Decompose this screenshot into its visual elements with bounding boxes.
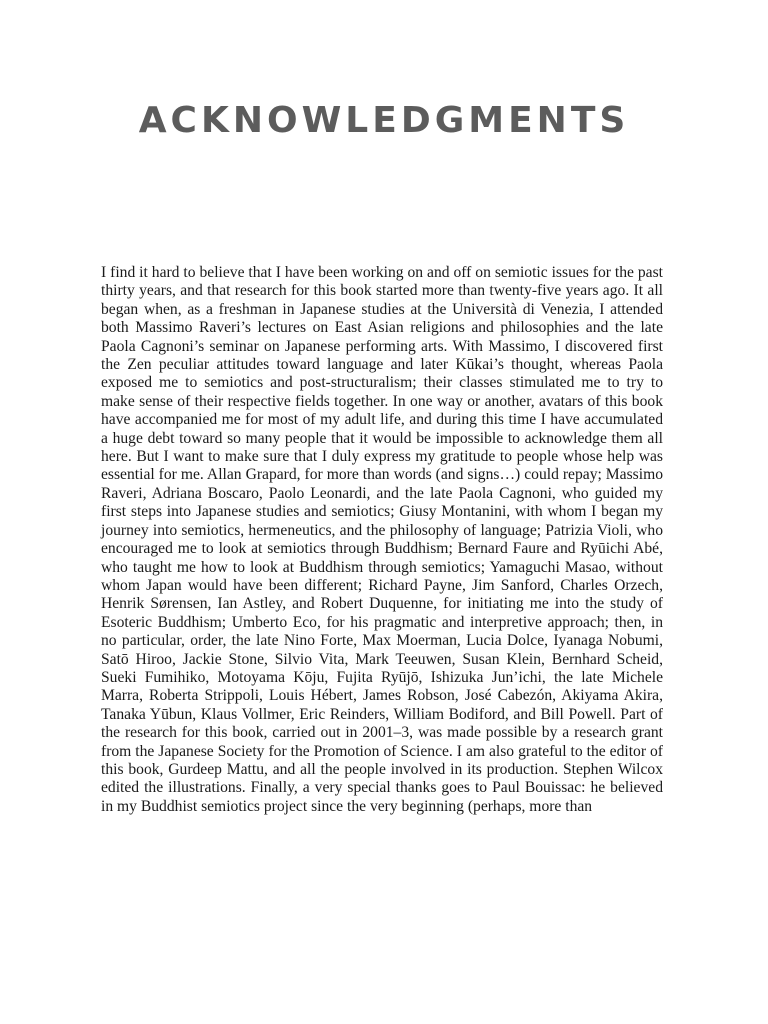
acknowledgments-paragraph: I find it hard to believe that I have been working on and off on semiotic issues for the past thirty years, and that research for this book started more than twenty-five years ago. It all began when, as a freshman in Japanese studies at the Università di Venezia, I attended both Massimo Raveri’s lectures on East Asian religions and philosophies and the late Paola Cagnoni’s seminar on Japanese performing arts. With Massimo, I discovered first the Zen peculiar attitudes toward language and later Kūkai’s thought, whereas Paola exposed me to semiotics and post-structuralism; their classes stimulated me to try to make sense of their respective fields together. In one way or another, avatars of this book have accompanied me for most of my adult life, and during this time I have accumulated a huge debt toward so many people that it would be impossible to acknowledge them all here. But I want to make sure that I duly express my gratitude to people whose help was essential for me. Allan Grapard, for more than words (and signs…) could repay; Massimo Raveri, Adriana Boscaro, Paolo Leonardi, and the late Paola Cagnoni, who guided my first steps into Japanese studies and semiotics; Giusy Montanini, with whom I began my journey into semiotics, hermeneutics, and the philosophy of language; Patrizia Violi, who encouraged me to look at semiotics through Buddhism; Bernard Faure and Ryūichi Abé, who taught me how to look at Buddhism through semiotics; Yamaguchi Masao, without whom Japan would have been different; Richard Payne, Jim Sanford, Charles Orzech, Henrik Sørensen, Ian Astley, and Robert Duquenne, for initiating me into the study of Esoteric Buddhism; Umberto Eco, for his pragmatic and interpretive approach; then, in no particular, order, the late Nino Forte, Max Moerman, Lucia Dolce, Iyanaga Nobumi, Satō Hiroo, Jackie Stone, Silvio Vita, Mark Teeuwen, Susan Klein, Bernhard Scheid, Sueki Fumihiko, Motoyama Kōju, Fujita Ryūjō, Ishizuka Jun’ichi, the late Michele Marra, Roberta Strippoli, Louis Hébert, James Robson, José Cabezón, Akiyama Akira, Tanaka Yūbun, Klaus Vollmer, Eric Reinders, William Bodiford, and Bill Powell. Part of the research for this book, carried out in 2001–3, was made possible by a research grant from the Japanese Society for the Promotion of Science. I am also grateful to the editor of this book, Gurdeep Mattu, and all the people involved in its production. Stephen Wilcox edited the illustrations. Finally, a very special thanks goes to Paul Bouissac: he believed in my Buddhist semiotics project since the very beginning (perhaps, more than — [101, 264, 663, 815]
page-title: ACKNOWLEDGMENTS — [138, 100, 630, 141]
